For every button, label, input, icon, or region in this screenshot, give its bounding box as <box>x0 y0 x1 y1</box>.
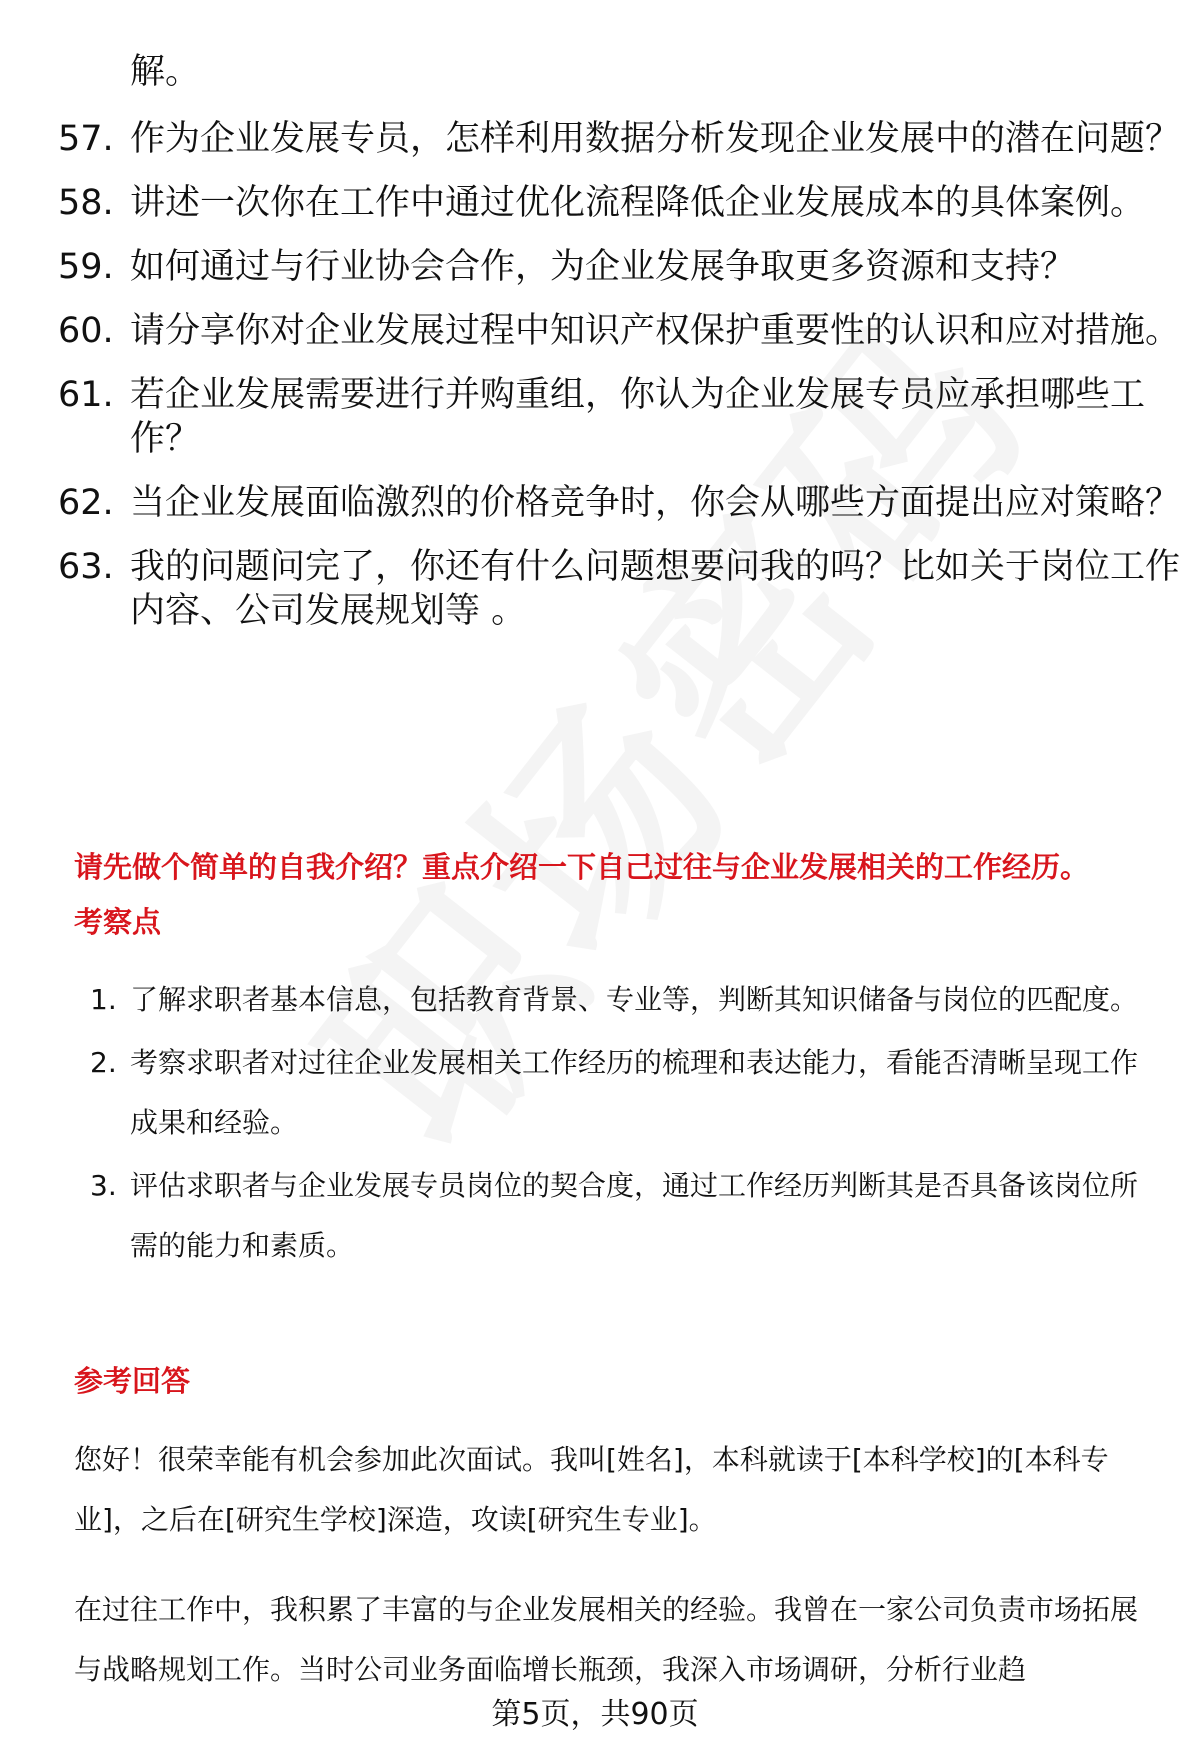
question-number: 57. <box>58 119 114 159</box>
question-item <box>58 309 1181 353</box>
point-number: 2. <box>90 1046 117 1079</box>
answer-paragraph: 您好！很荣幸能有机会参加此次面试。我叫[姓名]，本科就读于[本科学校]的[本科专业]，之后在[研究生学校]深造，攻读[研究生专业]。 <box>74 1443 1109 1536</box>
point-number: 1. <box>90 983 117 1016</box>
question-text: 作为企业发展专员，怎样利用数据分析发现企业发展中的潜在问题？ <box>130 119 1181 159</box>
question-number: 61. <box>58 375 114 415</box>
question-item <box>58 117 1181 161</box>
point-number: 3. <box>90 1169 117 1202</box>
question-text: 我的问题问完了，你还有什么问题想要问我的吗？比如关于岗位工作内容、公司发展规划等 。 <box>130 547 1181 631</box>
question-list <box>58 117 1181 653</box>
assessment-point <box>90 970 1160 1030</box>
assessment-points-list <box>90 970 1160 1279</box>
question-number: 59. <box>58 247 114 287</box>
question-number: 60. <box>58 311 114 351</box>
question-text: 请分享你对企业发展过程中知识产权保护重要性的认识和应对措施。 <box>130 311 1181 351</box>
assessment-point <box>90 1033 1160 1153</box>
question-number: 58. <box>58 183 114 223</box>
assessment-points-heading: 考察点 <box>74 905 162 939</box>
point-text: 考察求职者对过往企业发展相关工作经历的梳理和表达能力，看能否清晰呈现工作成果和经验。 <box>130 1046 1139 1139</box>
assessment-point <box>90 1156 1160 1276</box>
question-item <box>58 545 1181 633</box>
question-number: 62. <box>58 483 114 523</box>
answer-paragraph: 在过往工作中，我积累了丰富的与企业发展相关的经验。我曾在一家公司负责市场拓展与战略规划工作。当时公司业务面临增长瓶颈，我深入市场调研，分析行业趋 <box>74 1593 1139 1686</box>
question-text: 当企业发展面临激烈的价格竞争时，你会从哪些方面提出应对策略？ <box>130 483 1181 523</box>
point-text: 评估求职者与企业发展专员岗位的契合度，通过工作经历判断其是否具备该岗位所需的能力和素质。 <box>130 1169 1139 1262</box>
reference-answer-heading: 参考回答 <box>74 1364 191 1398</box>
section-question-heading: 请先做个简单的自我介绍？重点介绍一下自己过往与企业发展相关的工作经历。 <box>74 850 1090 884</box>
question-item <box>58 245 1158 289</box>
question-text: 如何通过与行业协会合作，为企业发展争取更多资源和支持？ <box>130 247 1076 287</box>
question-item <box>58 181 1158 225</box>
question-continuation: 解。 <box>130 52 201 92</box>
question-text: 若企业发展需要进行并购重组，你认为企业发展专员应承担哪些工作？ <box>130 375 1146 459</box>
point-text: 了解求职者基本信息，包括教育背景、专业等，判断其知识储备与岗位的匹配度。 <box>130 983 1139 1016</box>
question-item <box>58 481 1181 525</box>
question-number: 63. <box>58 547 114 587</box>
question-text: 讲述一次你在工作中通过优化流程降低企业发展成本的具体案例。 <box>130 183 1146 223</box>
page-footer: 第5页，共90页 <box>491 1697 699 1732</box>
question-item <box>58 373 1158 461</box>
